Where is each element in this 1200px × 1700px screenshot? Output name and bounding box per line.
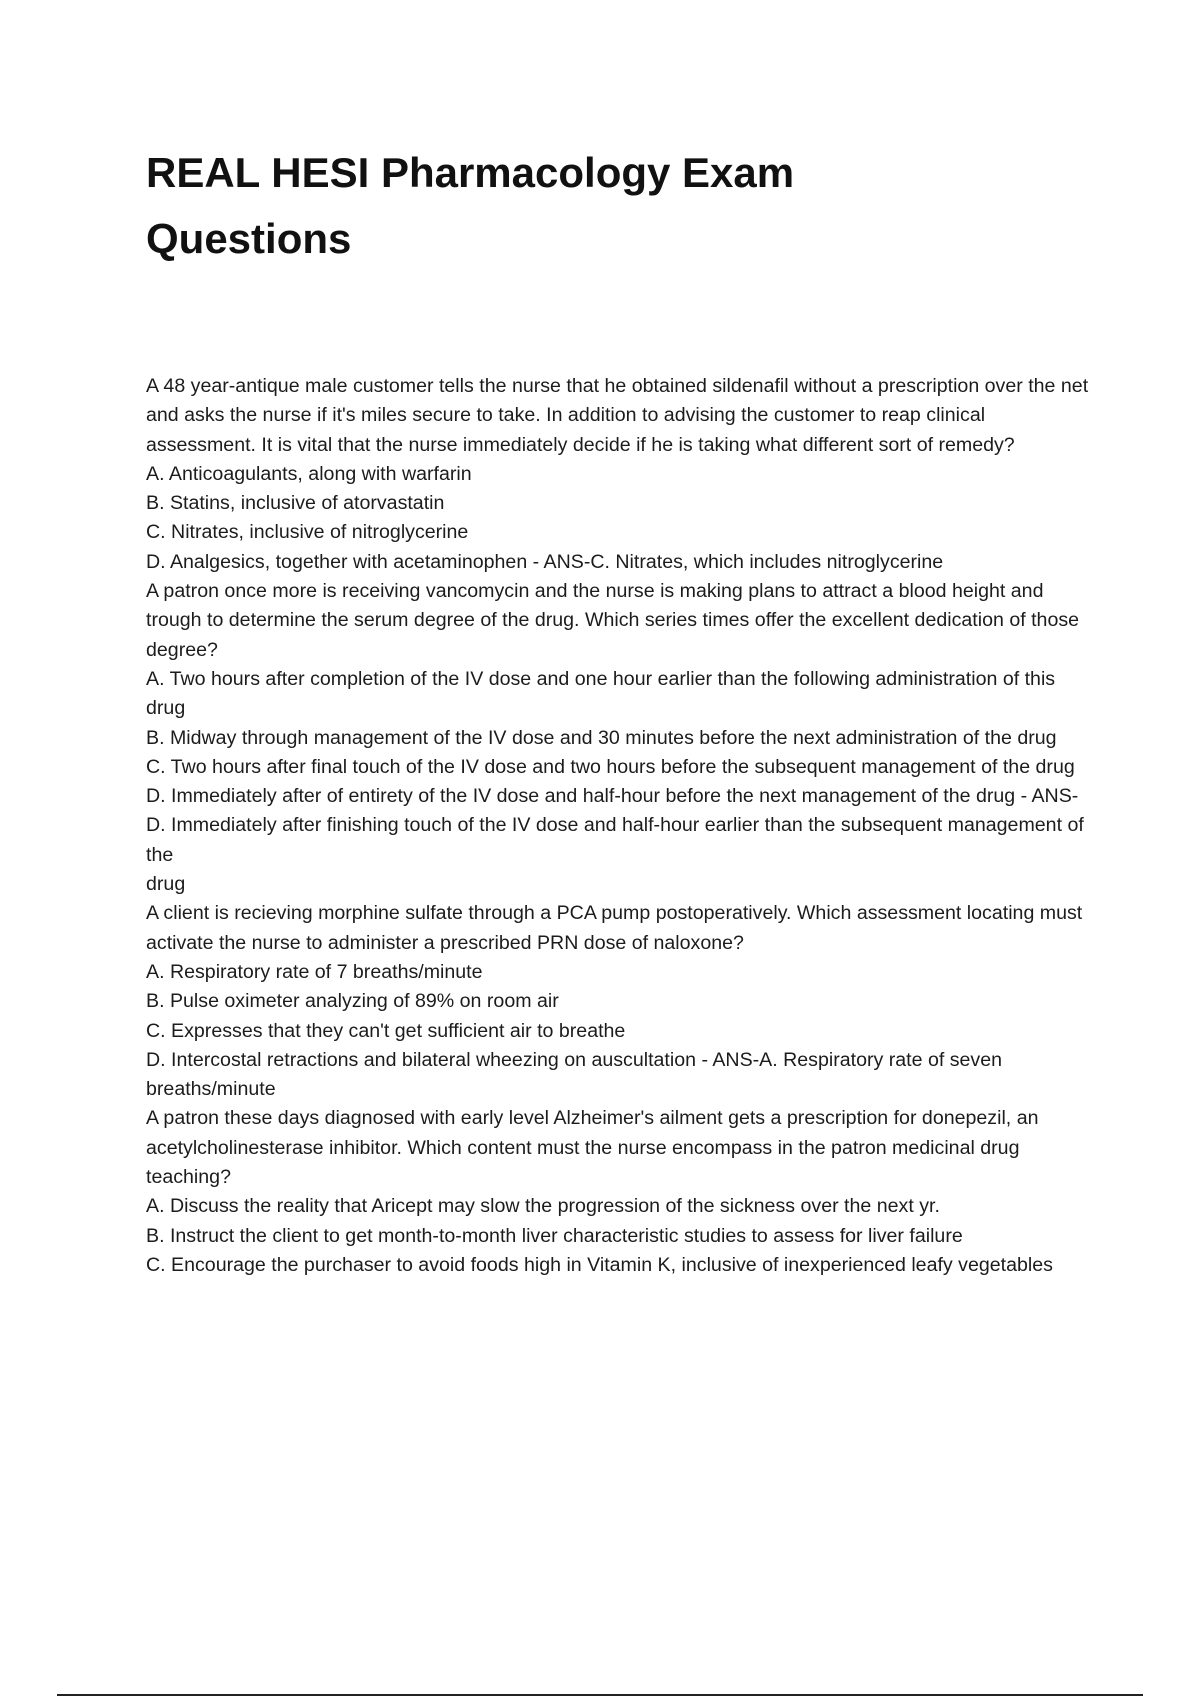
question-3-option-a: A. Respiratory rate of 7 breaths/minute [146, 960, 483, 983]
question-2-option-b: B. Midway through management of the IV dose and 30 minutes before the next administration of the drug [146, 726, 1057, 749]
question-2-option-c: C. Two hours after final touch of the IV dose and two hours before the subsequent management of the drug [146, 755, 1075, 778]
question-4-option-a: A. Discuss the reality that Aricept may slow the progression of the sickness over the next yr. [146, 1195, 940, 1218]
document-body [146, 372, 1091, 1280]
page-bottom-rule [57, 1694, 1143, 1696]
question-1-option-d-answer: D. Analgesics, together with acetaminophen - ANS-C. Nitrates, which includes nitroglycerine [146, 550, 944, 573]
question-1-stem: A 48 year-antique male customer tells the nurse that he obtained sildenafil without a prescription over the net and asks the nurse if it's miles secure to take. In addition to advising the customer to reap clinical assessment. It is vital that the nurse immediately decide if he is taking what different sort of remedy? [146, 375, 1089, 456]
question-3-option-d-answer: D. Intercostal retractions and bilateral wheezing on auscultation - ANS-A. Respiratory rate of seven breaths/minute [146, 1048, 1003, 1101]
question-2-answer-continuation: drug [146, 873, 186, 896]
question-1-option-c: C. Nitrates, inclusive of nitroglycerine [146, 521, 469, 544]
document-title: REAL HESI Pharmacology Exam Questions [146, 149, 795, 262]
question-1-option-a: A. Anticoagulants, along with warfarin [146, 462, 472, 485]
question-3-stem: A client is recieving morphine sulfate through a PCA pump postoperatively. Which assessment locating must activate the nurse to administer a prescribed PRN dose of naloxone? [146, 902, 1083, 954]
question-3-option-c: C. Expresses that they can't get sufficient air to breathe [146, 1019, 626, 1042]
question-3-option-b: B. Pulse oximeter analyzing of 89% on room air [146, 990, 559, 1013]
question-4-option-c: C. Encourage the purchaser to avoid foods high in Vitamin K, inclusive of inexperienced leafy vegetables [146, 1253, 1053, 1276]
question-4-stem: A patron these days diagnosed with early level Alzheimer's ailment gets a prescription for donepezil, an acetylcholinesterase inhibitor. Which content must the nurse encompass in the patron medicinal drug teaching? [146, 1107, 1039, 1189]
question-2-option-d-answer: D. Immediately after of entirety of the IV dose and half-hour before the next management of the drug - ANS-D. Immediately after finishing touch of the IV dose and half-hour earlier than the subsequent management of the [146, 785, 1084, 866]
question-1-option-b: B. Statins, inclusive of atorvastatin [146, 492, 445, 515]
question-2-stem: A patron once more is receiving vancomycin and the nurse is making plans to attract a blood height and trough to determine the serum degree of the drug. Which series times offer the excellent dedication of those degree? [146, 580, 1080, 661]
question-4-option-b: B. Instruct the client to get month-to-month liver characteristic studies to assess for liver failure [146, 1224, 963, 1247]
question-2-option-a: A. Two hours after completion of the IV dose and one hour earlier than the following administration of this drug [146, 667, 1056, 720]
